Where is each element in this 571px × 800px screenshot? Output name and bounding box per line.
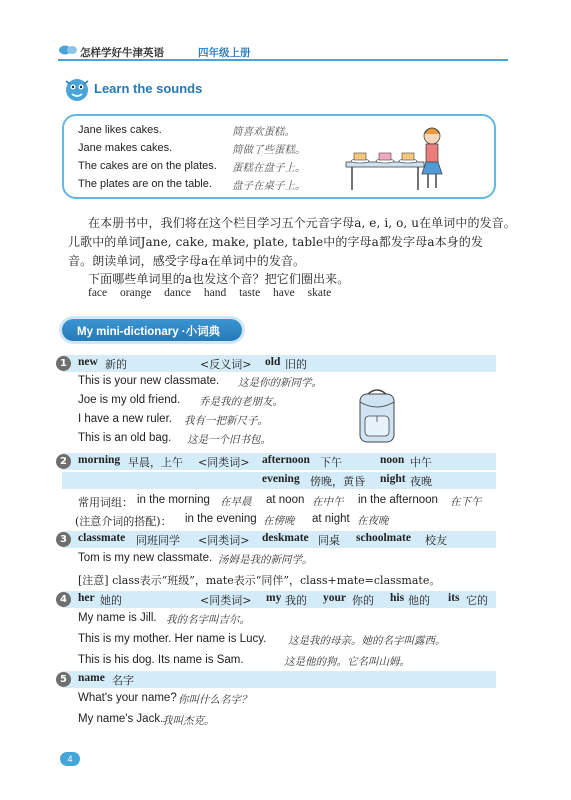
entry-headword-meaning: 早晨，上午 — [128, 456, 183, 469]
entry-related-word: schoolmate — [356, 532, 411, 544]
book-icon — [58, 44, 78, 56]
example-translation: 这是一个旧书包。 — [187, 434, 271, 446]
learn-sounds-title: Learn the sounds — [94, 81, 203, 96]
entry-related-meaning: 旧的 — [285, 358, 307, 371]
example-translation: 乔是我的老朋友。 — [199, 396, 283, 408]
entry-related-word: afternoon — [262, 454, 310, 466]
entry-related-meaning: 校友 — [425, 534, 447, 547]
entry-headword-meaning: 新的 — [105, 358, 127, 371]
entry-number-badge: 5 — [56, 672, 71, 687]
entry-related-meaning: 你的 — [352, 594, 374, 607]
entry-relation: <同类词> — [200, 594, 252, 607]
sound-sentence: Jane likes cakes. — [78, 124, 162, 136]
intro-paragraph-line: 下面哪些单词里的a也发这个音？把它们圈出来。 — [88, 272, 350, 286]
entry-number-badge: 4 — [56, 592, 71, 607]
example-translation: 这是他的狗。它名叫山姆。 — [284, 656, 410, 668]
example-sentence: My name is Jill. — [78, 612, 157, 624]
grade-label: 四年级上册 — [198, 47, 251, 59]
example-translation: 汤姆是我的新同学。 — [218, 554, 313, 566]
intro-paragraph-line: 音。朗读单词，感受字母a在单词中的发音。 — [68, 254, 306, 268]
example-translation: 我的名字叫吉尔。 — [166, 614, 250, 626]
entry-related-meaning: 我的 — [285, 594, 307, 607]
entry-related-meaning: 中午 — [410, 456, 432, 469]
example-sentence: This is your new classmate. — [78, 375, 220, 387]
entry-related-meaning: 它的 — [466, 594, 488, 607]
entry-headword: new — [78, 356, 98, 368]
note-label: (注意介词的搭配)： — [75, 515, 172, 528]
entry-relation: <反义词> — [200, 358, 252, 371]
intro-paragraph-line: 儿歌中的单词Jane, cake, make, plate, table中的字母a都发字母a本身的发 — [68, 235, 483, 249]
entry-related-word: his — [390, 592, 405, 604]
entry-headword: classmate — [78, 532, 126, 544]
entry-number-badge: 3 — [56, 532, 71, 547]
phrase: at noon — [266, 494, 305, 506]
example-translation: 这是你的新同学。 — [238, 377, 322, 389]
phrase: in the morning — [137, 494, 210, 506]
example-translation: 我有一把新尺子。 — [184, 415, 268, 427]
phrase-translation: 在夜晚 — [357, 515, 389, 527]
schoolbag-illustration — [352, 386, 402, 448]
phrase: at night — [312, 513, 350, 525]
entry-related-word: its — [448, 592, 460, 604]
phrase: in the evening — [185, 513, 257, 525]
example-sentence: My name's Jack. — [78, 713, 164, 725]
sound-sentence: The plates are on the table. — [78, 178, 212, 190]
entry-related-meaning: 他的 — [408, 594, 430, 607]
example-sentence: Joe is my old friend. — [78, 394, 181, 406]
page-number: 4 — [60, 752, 80, 766]
example-sentence: Tom is my new classmate. — [78, 552, 213, 564]
example-sentence: What's your name? — [78, 692, 177, 704]
entry-related-meaning: 夜晚 — [410, 475, 432, 488]
book-title: 怎样学好牛津英语 — [80, 47, 164, 59]
header-divider — [58, 59, 508, 61]
sound-sentence-translation: 盘子在桌子上。 — [232, 180, 306, 192]
entry-related-meaning: 傍晚，黄昏 — [310, 475, 365, 488]
phrases-label: 常用词组： — [78, 496, 133, 509]
entry-related-word: deskmate — [262, 532, 309, 544]
entry-related-meaning: 同桌 — [318, 534, 340, 547]
entry-headword-meaning: 名字 — [112, 674, 134, 687]
entry-relation: <同类词> — [198, 534, 250, 547]
entry-number-badge: 1 — [56, 356, 71, 371]
entry-headword: morning — [78, 454, 121, 466]
example-translation: 这是我的母亲。她的名字叫露西。 — [288, 635, 446, 647]
entry-related-word: evening — [262, 473, 300, 485]
entry-related-word: noon — [380, 454, 405, 466]
entry-headword: name — [78, 672, 105, 684]
sound-sentence-translation: 简做了些蛋糕。 — [232, 144, 306, 156]
entry-headword-meaning: 同班同学 — [136, 534, 180, 547]
example-translation: 你叫什么名字？ — [178, 694, 252, 706]
girl-with-cakes-illustration — [340, 116, 452, 198]
example-sentence: I have a new ruler. — [78, 413, 172, 425]
phrase-translation: 在下午 — [450, 496, 482, 508]
entry-related-word: night — [380, 473, 406, 485]
entry-related-word: your — [323, 592, 346, 604]
sound-sentence: Jane makes cakes. — [78, 142, 173, 154]
phrase: in the afternoon — [358, 494, 438, 506]
entry-number-badge: 2 — [56, 454, 71, 469]
usage-note: [注意] class表示“班级”，mate表示“同伴”，class+mate=classmate。 — [78, 574, 441, 587]
entry-headword: her — [78, 592, 95, 604]
example-translation: 我叫杰克。 — [162, 715, 215, 727]
example-sentence: This is his dog. Its name is Sam. — [78, 654, 244, 666]
sound-sentence-translation: 蛋糕在盘子上。 — [232, 162, 306, 174]
intro-paragraph-line: 在本册书中，我们将在这个栏目学习五个元音字母a, e, i, o, u在单词中的发音。 — [88, 216, 516, 230]
example-sentence: This is my mother. Her name is Lucy. — [78, 633, 267, 645]
speaker-mascot-icon — [62, 75, 92, 105]
example-sentence: This is an old bag. — [78, 432, 172, 444]
entry-related-word: my — [266, 592, 282, 604]
entry-headword-meaning: 她的 — [100, 594, 122, 607]
sound-sentence-translation: 简喜欢蛋糕。 — [232, 126, 295, 138]
dictionary-title: My mini-dictionary ·小词典 — [77, 326, 221, 338]
entry-related-meaning: 下午 — [320, 456, 342, 469]
phrase-translation: 在早晨 — [220, 496, 252, 508]
entry-relation: <同类词> — [198, 456, 250, 469]
practice-word-list: face orange dance hand taste have skate — [88, 287, 332, 299]
phrase-translation: 在中午 — [312, 496, 344, 508]
entry-related-word: old — [265, 356, 281, 368]
sound-sentence: The cakes are on the plates. — [78, 160, 217, 172]
phrase-translation: 在傍晚 — [263, 515, 295, 527]
